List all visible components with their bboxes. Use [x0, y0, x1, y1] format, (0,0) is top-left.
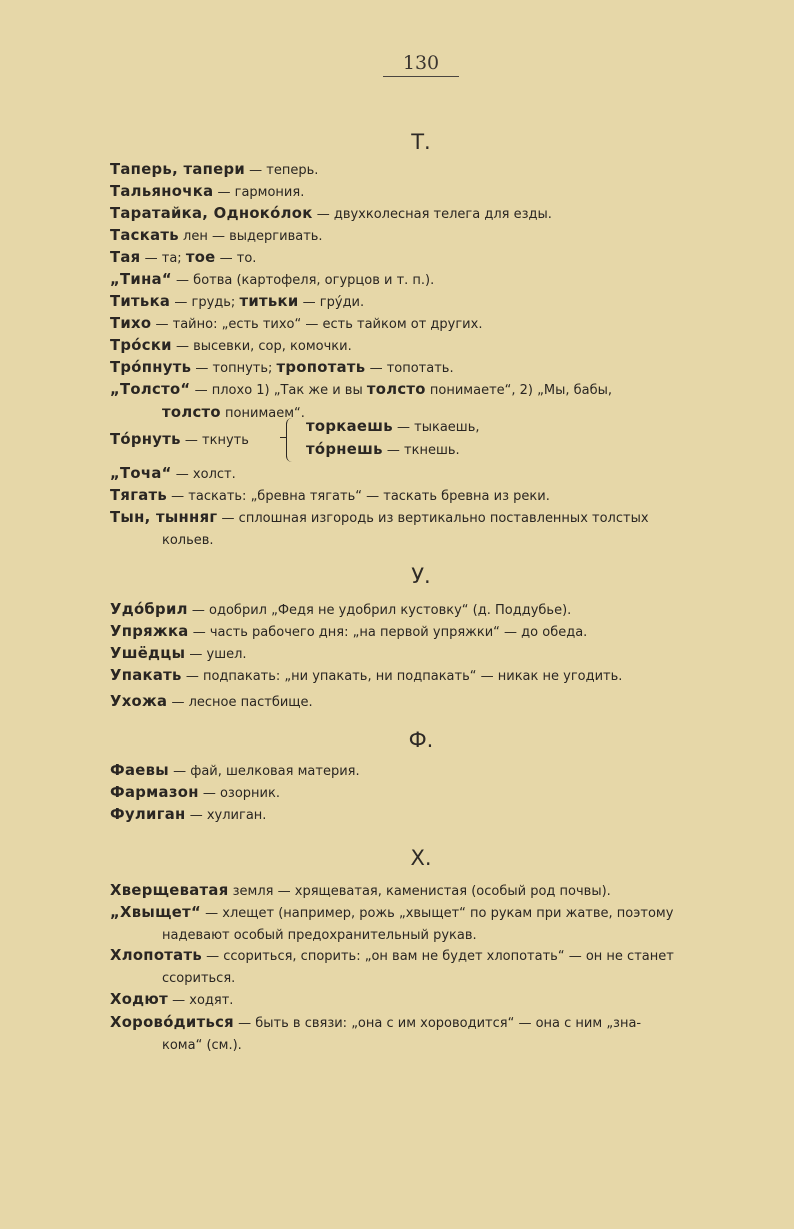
definition: земля — хрящеватая, каменистая (особый род почвы). [228, 884, 611, 899]
headword: Ухожа [110, 693, 168, 710]
entry-upakat [110, 665, 740, 688]
headword: Хлопотать [110, 947, 202, 964]
headword: „Тина“ [110, 271, 172, 288]
entry-upryazhka [110, 621, 740, 644]
definition: — быть в связи: „она с им хороводится“ — она с ним „зна- [233, 1016, 642, 1031]
entry-fuligan [110, 804, 740, 827]
definition: — фай, шелковая материя. [168, 764, 360, 779]
headword: Таперь, тапери [110, 161, 246, 178]
definition: — ткнешь. [382, 443, 460, 458]
entry-tyn [110, 507, 740, 552]
section-heading-h: Х. [410, 846, 432, 870]
curly-brace [286, 418, 297, 462]
headword: Таскать [110, 227, 179, 244]
definition: — ходят. [168, 993, 234, 1008]
entry-khlopotat [110, 945, 740, 990]
definition: — холст. [171, 467, 236, 482]
entry-khvershchevataya [110, 880, 740, 903]
definition-continuation: кольев. [162, 533, 214, 548]
headword: торкаешь [306, 418, 393, 435]
curly-brace-point [280, 437, 287, 441]
headword: Удо́брил [110, 601, 188, 618]
definition: понимаете“, 2) „Мы, бабы, [425, 383, 612, 398]
headword: Фаевы [110, 762, 169, 779]
headword: Упряжка [110, 623, 189, 640]
definition: — тыкаешь, [392, 420, 480, 435]
definition: — таскать: „бревна тягать“ — таскать бревна из реки. [167, 489, 550, 504]
definition: — ушел. [185, 647, 247, 662]
headword: Фармазон [110, 784, 199, 801]
entry-taratayka [110, 203, 740, 226]
definition: — сплошная изгородь из вертикально поставленных толстых [217, 511, 649, 526]
definition-continuation: надевают особый предохранительный рукав. [162, 928, 477, 943]
definition: — хулиган. [185, 808, 267, 823]
entry-taya [110, 247, 740, 270]
entry-udobril [110, 599, 740, 622]
definition: — хлещет (например, рожь „хвыщет“ по рукам при жатве, поэтому [200, 906, 674, 921]
page-number: 130 [383, 52, 459, 77]
entry-tina [110, 269, 740, 292]
definition: — лесное пастбище. [167, 695, 313, 710]
headword: Хорово́диться [110, 1014, 234, 1031]
definition: — ткнуть [180, 433, 249, 448]
headword: Упакать [110, 667, 182, 684]
definition: — топотать. [365, 361, 454, 376]
definition-continuation: кома“ (см.). [162, 1038, 242, 1053]
entry-tornut [110, 418, 740, 466]
headword: Хверщеватая [110, 882, 229, 899]
definition: — плохо 1) „Так же и вы [190, 383, 367, 398]
definition: — тайно: „есть тихо“ — есть тайком от других. [151, 317, 483, 332]
entry-ukhozha [110, 691, 740, 714]
definition: — одобрил „Федя не удобрил кустовку“ (д. Поддубье). [187, 603, 572, 618]
entry-tiho [110, 313, 740, 336]
definition-continuation: ссориться. [162, 971, 236, 986]
definition: — высевки, сор, комочки. [171, 339, 352, 354]
headword: Тальяночка [110, 183, 214, 200]
definition: — двухколесная телега для езды. [312, 207, 552, 222]
entry-farmazon [110, 782, 740, 805]
headword: Тая [110, 249, 141, 266]
definition: — то. [215, 251, 257, 266]
headword: то́рнешь [306, 441, 383, 458]
definition: — часть рабочего дня: „на первой упряжки“ — до обеда. [188, 625, 588, 640]
headword: Ходют [110, 991, 168, 1008]
section-heading-u: У. [411, 564, 431, 588]
headword: Тихо [110, 315, 152, 332]
definition: — ботва (картофеля, огурцов и т. п.). [171, 273, 435, 288]
headword: титьки [239, 293, 299, 310]
definition: — гру́ди. [298, 295, 365, 310]
section-heading-f: Ф. [408, 728, 434, 752]
definition: — ссориться, спорить: „он вам не будет хлопотать“ — он не станет [202, 949, 674, 964]
headword: „Хвыщет“ [110, 904, 201, 921]
definition: — теперь. [245, 163, 319, 178]
headword: толсто [366, 381, 426, 398]
definition: — та; [140, 251, 186, 266]
entry-faevy [110, 760, 740, 783]
entry-taskat [110, 225, 740, 248]
headword: То́рнуть [110, 431, 181, 448]
entry-khodyut [110, 989, 740, 1012]
headword: Ушёдцы [110, 645, 186, 662]
entry-titka [110, 291, 740, 314]
definition: понимаем“. [220, 406, 305, 421]
headword: „Толсто“ [110, 381, 191, 398]
entry-tocha [110, 463, 740, 486]
entry-khvyshchet [110, 902, 740, 947]
entry-talyanochka [110, 181, 740, 204]
section-heading-t: Т. [411, 130, 431, 154]
entry-taper [110, 159, 740, 182]
headword: Тро́пнуть [110, 359, 192, 376]
entry-ushyodtsy [110, 643, 740, 666]
headword: тое [185, 249, 216, 266]
definition: — грудь; [170, 295, 240, 310]
entry-tropnut [110, 357, 740, 380]
headword: толсто [162, 404, 221, 421]
definition: — гармония. [213, 185, 305, 200]
entry-troski [110, 335, 740, 358]
headword: Таратайка, Одноко́лок [110, 205, 313, 222]
headword: Тро́ски [110, 337, 172, 354]
headword: „Точа“ [110, 465, 172, 482]
headword: Тягать [110, 487, 168, 504]
headword: Тын, тынняг [110, 509, 218, 526]
headword: тропотать [276, 359, 366, 376]
headword: Титька [110, 293, 171, 310]
definition: — озорник. [198, 786, 280, 801]
entry-khorovoditsya [110, 1012, 740, 1057]
entry-tyagat [110, 485, 740, 508]
definition: лен — выдергивать. [178, 229, 323, 244]
definition: — подпакать: „ни упакать, ни подпакать“ — никак не угодить. [181, 669, 623, 684]
definition: — топнуть; [191, 361, 277, 376]
headword: Фулиган [110, 806, 186, 823]
